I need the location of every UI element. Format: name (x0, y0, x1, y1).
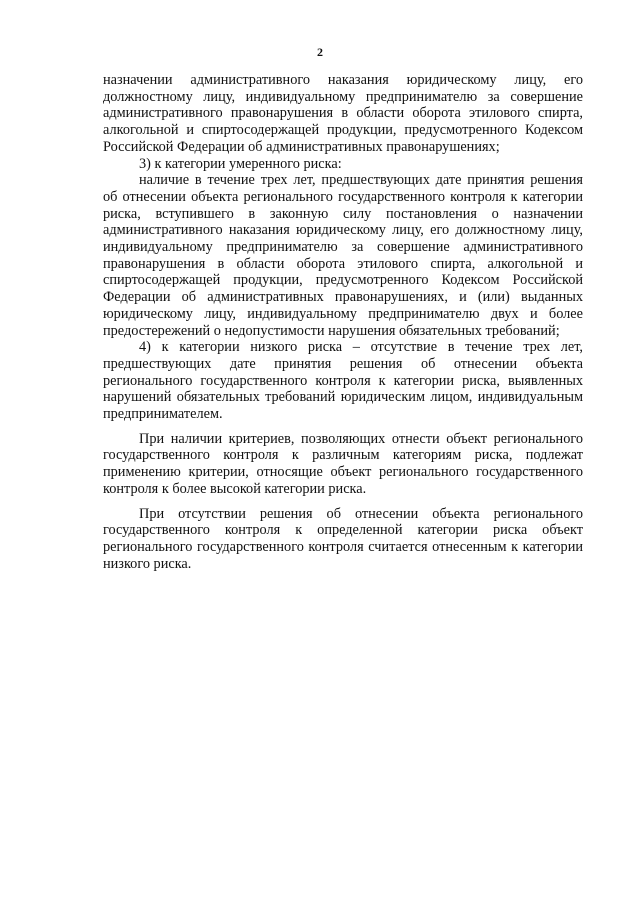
paragraph-moderate-risk-criteria: наличие в течение трех лет, предшествующих дате принятия решения об отнесении объекта регионального государственного контроля к категории риска, вступившего в законную силу постановления о назначении административного наказания юридическому лицу, его должностному лицу, индивидуальному предпринимателю за совершение административного правонарушения в области оборота этилового спирта, алкогольной и спиртосодержащей продукции, предусмотренного Кодексом Российской Федерации об административных правонарушениях, и (или) выданных юридическому лицу, индивидуальному предпринимателю двух и более предостережений о недопустимости нарушения обязательных требований; (103, 172, 583, 339)
paragraph-low-risk: 4) к категории низкого риска – отсутствие в течение трех лет, предшествующих дате принятия решения об отнесении объекта регионального государственного контроля к категории риска, выявленных нарушений обязательных требований юридическим лицом, индивидуальным предпринимателем. (103, 339, 583, 423)
paragraph-moderate-risk-heading: 3) к категории умеренного риска: (139, 155, 342, 172)
page-number: 2 (317, 45, 323, 59)
paragraph-no-decision: При отсутствии решения об отнесении объекта регионального государственного контроля к определенной категории риска объект регионального государственного контроля считается отнесенным к категории низкого риска. (103, 505, 583, 572)
paragraph-continuation: назначении административного наказания юридическому лицу, его должностному лицу, индивидуальному предпринимателю за совершение административного правонарушения в области оборота этилового спирта, алкогольной и спиртосодержащей продукции, предусмотренного Кодексом Российской Федерации об административных правонарушениях; (103, 72, 583, 155)
document-body (103, 72, 583, 572)
paragraph-multiple-criteria: При наличии критериев, позволяющих отнести объект регионального государственного контроля к различным категориям риска, подлежат применению критерии, относящие объект регионального государственного контроля к более высокой категории риска. (103, 430, 583, 497)
